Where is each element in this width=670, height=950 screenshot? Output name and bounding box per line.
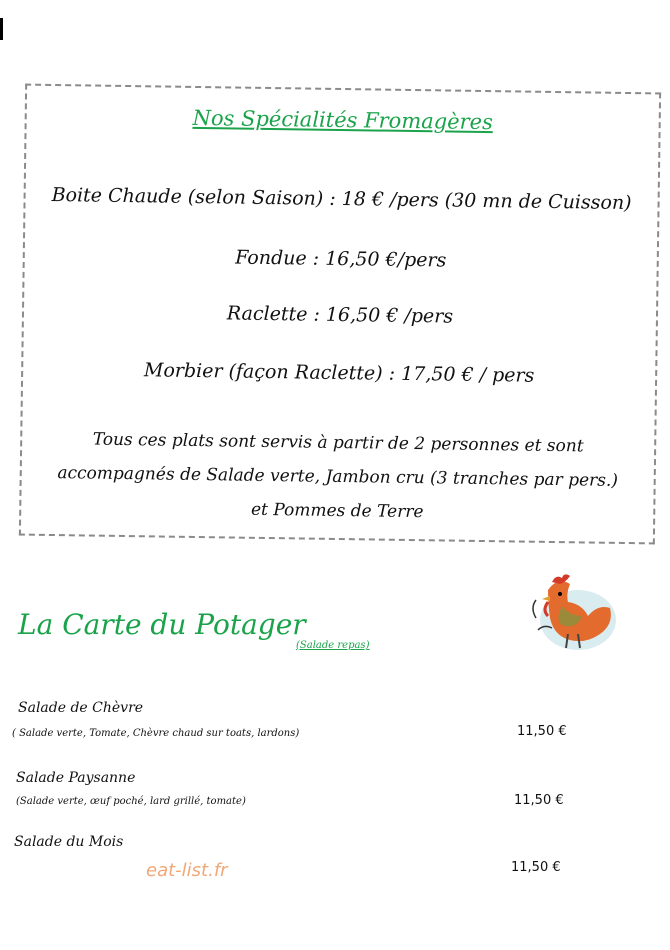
item-name-salade-chevre: Salade de Chèvre xyxy=(18,700,144,716)
specialites-frame xyxy=(19,84,661,545)
note-line: Tous ces plats sont servis à partir de 2 personnes et sont xyxy=(92,429,584,457)
item-name-salade-mois: Salade du Mois xyxy=(14,834,124,850)
corner-mark xyxy=(0,18,3,40)
specialites-title: Nos Spécialités Fromagères xyxy=(192,105,494,135)
specialites-note xyxy=(29,422,646,533)
menu-line-morbier: Morbier (façon Raclette) : 17,50 € / pers xyxy=(143,359,535,387)
note-line: et Pommes de Terre xyxy=(250,499,424,523)
potager-subtitle: (Salade repas) xyxy=(296,640,370,651)
item-desc-salade-paysanne: (Salade verte, œuf poché, lard grillé, tomate) xyxy=(16,796,246,807)
item-price-salade-mois: 11,50 € xyxy=(511,860,561,875)
item-name-salade-paysanne: Salade Paysanne xyxy=(16,770,136,786)
menu-line-raclette: Raclette : 16,50 € /pers xyxy=(226,302,454,328)
menu-line-boite-chaude: Boite Chaude (selon Saison) : 18 € /pers (30 mn de Cuisson) xyxy=(51,183,632,215)
note-line: accompagnés de Salade verte, Jambon cru (3 tranches par pers.) xyxy=(57,463,619,491)
watermark: eat-list.fr xyxy=(146,860,228,881)
menu-line-fondue: Fondue : 16,50 €/pers xyxy=(235,246,447,272)
item-price-salade-chevre: 11,50 € xyxy=(517,724,567,739)
item-price-salade-paysanne: 11,50 € xyxy=(514,793,564,808)
rooster-illustration xyxy=(518,560,618,660)
item-desc-salade-chevre: ( Salade verte, Tomate, Chèvre chaud sur toats, lardons) xyxy=(12,728,300,739)
potager-title: La Carte du Potager xyxy=(18,608,306,641)
